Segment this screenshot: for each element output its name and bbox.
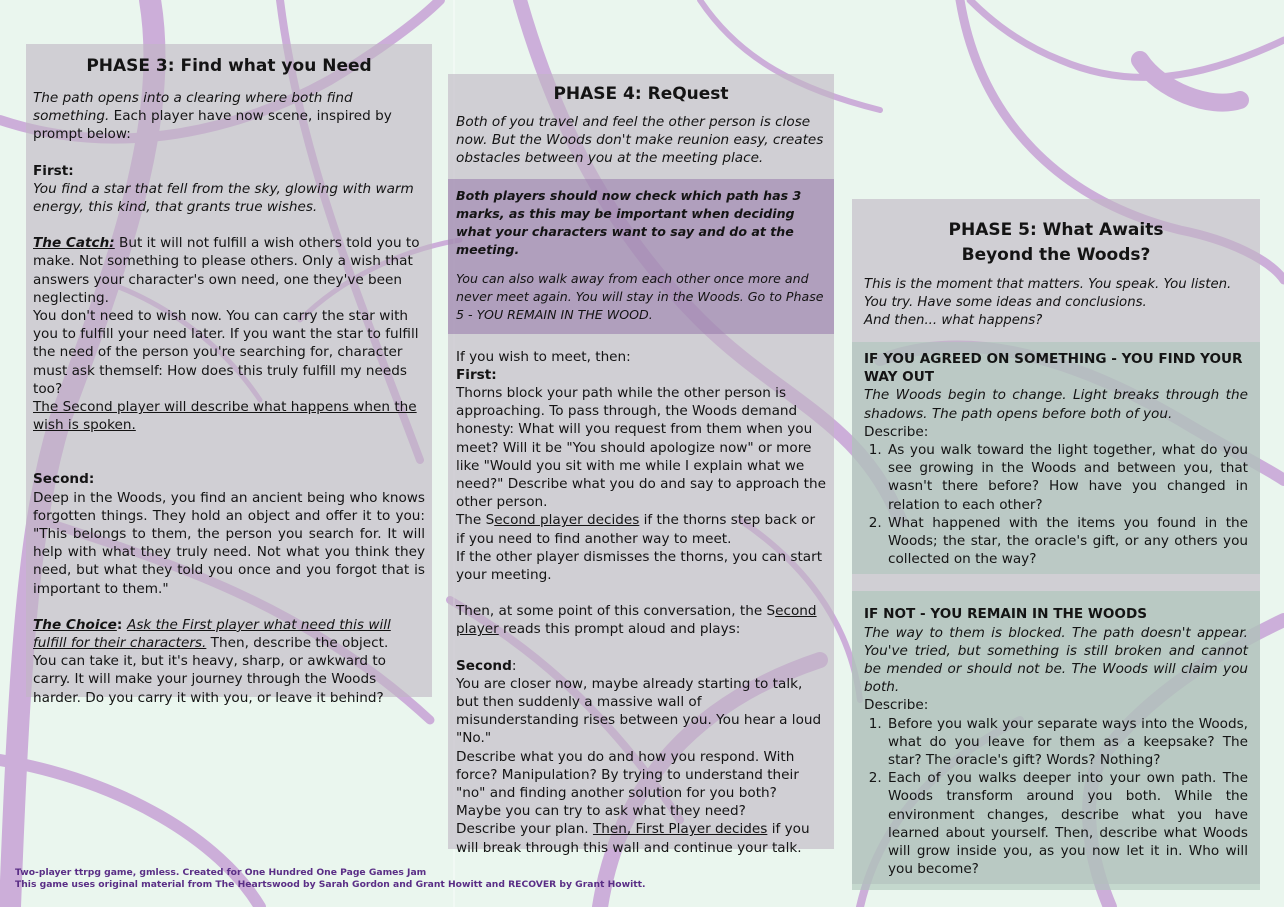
phase-5-agreed-describe: Describe: — [864, 423, 929, 440]
list-item: 2. Each of you walks deeper into your own path. The Woods transform around you both. While the environment changes, describe what you have learned about yourself. Then, describe what Woods will grow inside you, as you now let it in. Who will you become? — [886, 769, 1248, 878]
phase-4-note-bold: Both players should now check which path has 3 marks, as this may be important when deciding what your characters want to say and do at the meeting. — [456, 187, 802, 257]
phase-4-second — [456, 657, 826, 675]
phase-5-not-describe: Describe: — [864, 697, 929, 714]
phase-4-then-post: reads this prompt aloud and plays: — [498, 621, 741, 638]
phase-4-then-underlined: econd player — [456, 603, 817, 638]
phase-3-catch-label: The Catch: — [33, 235, 115, 252]
phase-5-intro-2: And then... what happens? — [864, 313, 1043, 328]
phase-4-dismiss-text: If the other player dismisses the thorns, you can start your meeting. — [456, 548, 823, 584]
phase-4-then — [456, 602, 826, 638]
phase-4-first-label: First: — [456, 366, 497, 383]
phase-5-remain-section — [852, 591, 1260, 890]
phase-3-second-describes: The Second player will describe what happens when the wish is spoken. — [33, 399, 417, 434]
phase-4-decides-post: if the thorns step back or if you need to find another way to meet. — [456, 512, 816, 547]
phase-5-agreed-section — [852, 342, 1260, 574]
phase-3-choice-label: The Choice — [33, 616, 117, 633]
phase-3-second-label: Second: — [33, 471, 95, 488]
phase-4-panel — [448, 74, 834, 856]
phase-4-plan-underlined: Then, First Player decides — [592, 821, 768, 838]
phase-4-second-colon: : — [511, 657, 517, 674]
phase-5-not-italic: The way to them is blocked. The path doesn't appear. You've tried, but something is still broken and cannot be mended or should not be. The Woods will claim you both. — [864, 624, 1248, 696]
phase-3-first-text: You find a star that fell from the sky, glowing with warm energy, this kind, that grants true wishes. — [33, 180, 414, 216]
phase-5-title-line-2: Beyond the Woods? — [961, 245, 1151, 265]
phase-5-not-list — [864, 715, 1248, 879]
phase-3-first-label: First: — [33, 162, 74, 179]
phase-4-note-box — [448, 179, 834, 334]
phase-4-first-text: Thorns block your path while the other person is approaching. To pass through, the Woods demand honesty: What will you request from them when you meet? Will it be "You should apologize now" or more like "Would you sit with me while I explain what we need?" Describe what you do and say to approach the other person. — [456, 385, 826, 511]
credits — [15, 867, 646, 890]
phase-4-intro: Both of you travel and feel the other person is close now. But the Woods don't make reunion easy, creates obstacles between you at the meeting place. — [456, 114, 824, 167]
phase-3-intro-italic: The path opens into a clearing where both find something. — [33, 90, 353, 125]
phase-3-catch-text: But it will not fulfill a wish others told you to make. Not something to please others. Only a wish that answers your character's own need, one they've been neglecting. — [33, 235, 420, 306]
phase-3-second-text: Deep in the Woods, you find an ancient being who knows forgotten things. They hold an object and offer it to you: "This belongs to them, the person you search for. It will help with what they truly need. Not what you think they need, but what they told you once and you forgot that is important to them." — [33, 489, 425, 597]
phase-3-take-text: You can take it, but it's heavy, sharp, or awkward to carry. It will make your journey through the Woods harder. Do you carry it with you, or leave it behind? — [33, 653, 386, 706]
phase-5-agreed-italic: The Woods begin to change. Light breaks through the shadows. The path opens before both of you. — [864, 387, 1248, 422]
phase-4-then-pre: Then, at some point of this conversation, the S — [456, 603, 776, 620]
phase-5-not-heading: IF NOT - YOU REMAIN IN THE WOODS — [864, 606, 1148, 623]
phase-3-carry-text: You don't need to wish now. You can carry the star with you to fulfill your need later. If you want the star to fulfill the need of the person you're searching for, character must ask themself: How does this truly fulfill my needs too? — [33, 308, 419, 397]
phase-5-panel — [852, 199, 1260, 884]
phase-3-intro-rest: Each player have now scene, inspired by prompt below: — [33, 108, 392, 143]
phase-4-note-walk: You can also walk away from each other once more and never meet again. You will stay in the Woods. Go to Phase 5 - YOU REMAIN IN THE WOOD. — [456, 270, 824, 322]
phase-4-second-label: Second — [456, 657, 512, 674]
phase-4-plan — [456, 820, 826, 856]
phase-3-panel — [26, 44, 432, 706]
phase-4-force-text: Describe what you do and how you respond. With force? Manipulation? By trying to understand their "no" and finding another solution for you both? Maybe you can try to ask what they need? — [456, 748, 799, 820]
phase-4-wish-meet: If you wish to meet, then: — [456, 348, 631, 365]
phase-4-plan-pre: Describe your plan. — [456, 821, 593, 838]
phase-3-intro — [33, 89, 425, 144]
list-item: 1. Before you walk your separate ways into the Woods, what do you leave for them as a keepsake? The star? The oracle's gift? Words? Nothing? — [886, 715, 1248, 770]
phase-3-choice — [33, 616, 425, 652]
phase-3-catch — [33, 234, 425, 307]
phase-4-second-text: You are closer now, maybe already starting to talk, but then suddenly a massive wall of misunderstanding rises between you. You hear a loud "No." — [456, 675, 822, 747]
list-item: 1. As you walk toward the light together, what do you see growing in the Woods and between you, that wasn't there before? How have you changed in relation to each other? — [886, 441, 1248, 514]
list-item: 2. What happened with the items you found in the Woods; the star, the oracle's gift, or any others you collected on the way? — [886, 514, 1248, 569]
phase-5-title-line-1: PHASE 5: What Awaits — [948, 220, 1164, 240]
phase-4-title: PHASE 4: ReQuest — [553, 84, 729, 104]
phase-5-intro-1: This is the moment that matters. You speak. You listen. You try. Have some ideas and conclusions. — [864, 277, 1232, 310]
credits-line-2: This game uses original material from The Heartswood by Sarah Gordon and Grant Howitt and RECOVER by Grant Howitt. — [15, 878, 646, 890]
credits-line-1: Two-player ttrpg game, gmless. Created for One Hundred One Page Games Jam — [15, 867, 427, 878]
phase-4-plan-post: if you will break through this wall and continue your talk. — [456, 821, 810, 856]
phase-3-choice-colon: : — [116, 616, 128, 633]
phase-4-decides — [456, 511, 826, 547]
phase-3-choice-then: Then, describe the object. — [206, 635, 389, 652]
phase-5-agreed-heading: IF YOU AGREED ON SOMETHING - YOU FIND YOUR WAY OUT — [864, 351, 1243, 386]
phase-5-agreed-list — [864, 441, 1248, 568]
phase-4-decides-pre: The S — [456, 512, 495, 529]
phase-4-decides-underlined: econd player decides — [494, 512, 640, 529]
phase-3-choice-ask: Ask the First player what need this will fulfill for their characters. — [33, 616, 391, 652]
phase-3-title: PHASE 3: Find what you Need — [86, 56, 372, 76]
